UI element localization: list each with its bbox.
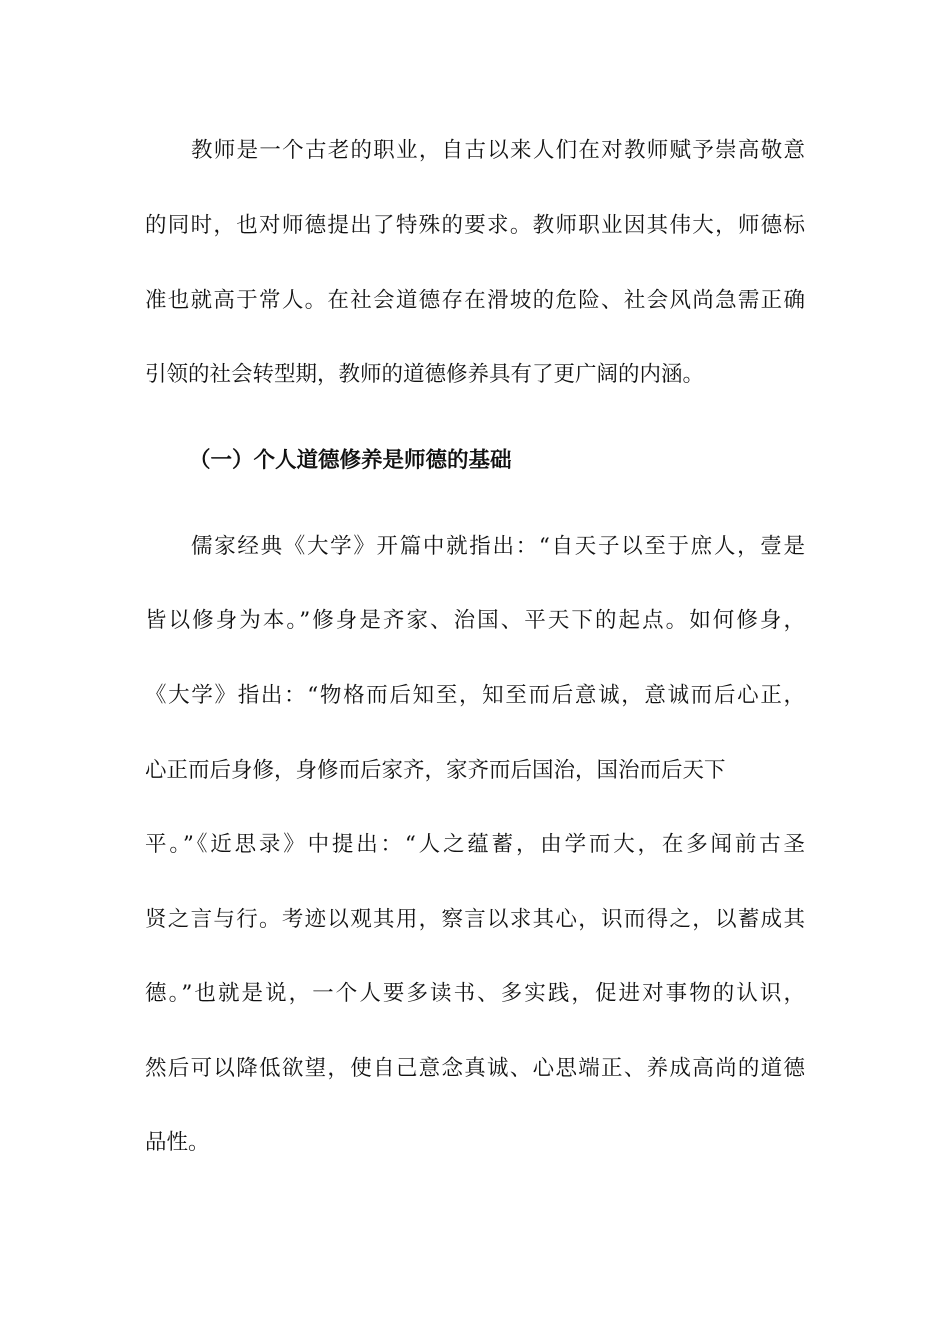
paragraph-1-line-2: 的同时，也对师德提出了特殊的要求。教师职业因其伟大，师德标 xyxy=(145,213,805,238)
paragraph-2-line-8: 然后可以降低欲望，使自己意念真诚、心思端正、养成高尚的道德 xyxy=(145,1056,805,1081)
paragraph-2-line-9: 品性。 xyxy=(145,1130,210,1155)
paragraph-2-line-3: 《大学》指出：“物格而后知至，知至而后意诚，意诚而后心正， xyxy=(145,683,805,708)
paragraph-2-line-6: 贤之言与行。考迹以观其用，察言以求其心，识而得之，以蓄成其 xyxy=(145,907,805,932)
paragraph-2-line-1: 儒家经典《大学》开篇中就指出：“自天子以至于庶人，壹是 xyxy=(191,534,805,559)
paragraph-1-line-1: 教师是一个古老的职业，自古以来人们在对教师赋予崇高敬意 xyxy=(191,138,805,163)
paragraph-2-line-4: 心正而后身修，身修而后家齐，家齐而后国治，国治而后天下 xyxy=(145,758,726,783)
paragraph-2-line-7: 德。”也就是说，一个人要多读书、多实践，促进对事物的认识， xyxy=(145,981,805,1006)
paragraph-1-line-3: 准也就高于常人。在社会道德存在滑坡的危险、社会风尚急需正确 xyxy=(145,288,805,313)
paragraph-2-line-5: 平。”《近思录》中提出：“人之蕴蓄，由学而大，在多闻前古圣 xyxy=(145,832,805,857)
paragraph-2-line-2: 皆以修身为本。”修身是齐家、治国、平天下的起点。如何修身， xyxy=(145,608,805,633)
section-heading: （一）个人道德修养是师德的基础 xyxy=(189,448,512,473)
paragraph-1-line-4: 引领的社会转型期，教师的道德修养具有了更广阔的内涵。 xyxy=(145,362,705,387)
